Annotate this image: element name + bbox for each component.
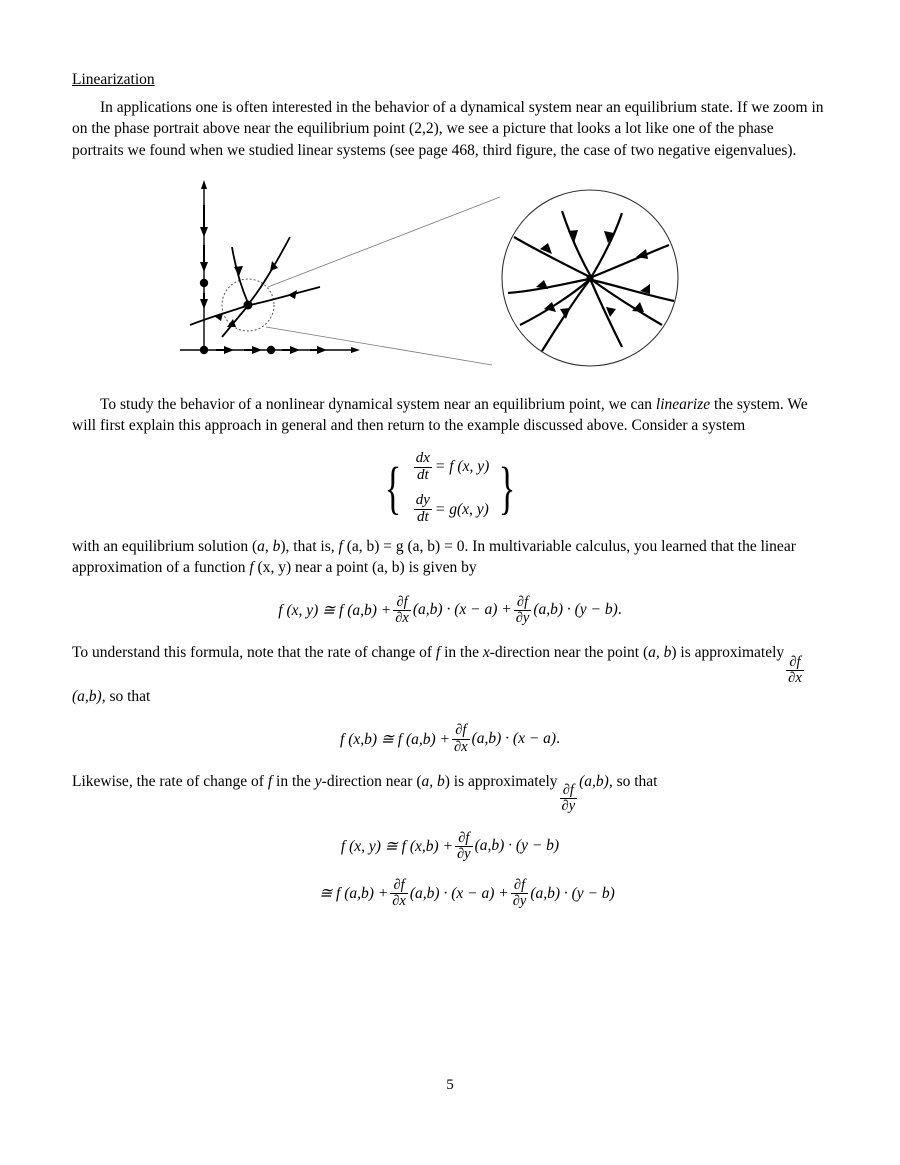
phase-portrait-figure (72, 175, 828, 380)
equation-linear-approximation (72, 595, 828, 626)
eq2-period: . (556, 730, 560, 748)
paragraph-equilibrium-g: (a, b) = g (a, b) = 0. In multivariable calculus, you learned that the linear approximation of a function (72, 537, 796, 577)
paragraph-rate-y-a: Likewise, the rate of change of (72, 772, 268, 790)
section-title (72, 70, 828, 91)
eq3-l2-pd2-num: ∂f (513, 877, 526, 894)
paragraph-equilibrium-e: ), that is, (280, 537, 339, 555)
equation-x-direction (72, 723, 828, 754)
paragraph-rate-y-e: , so that (608, 772, 658, 790)
inline-pd-num-2: ∂f (562, 782, 574, 799)
paragraph-intro (72, 97, 828, 161)
eq3-l1-rhs: (a,b) · (y − b) (474, 837, 560, 855)
eq3-l2-pd1-den: ∂x (392, 893, 406, 910)
inline-pd-num-1: ∂f (789, 653, 801, 670)
eq3-l2-pd2-den: ∂y (512, 893, 527, 910)
dx-numerator: dx (415, 449, 430, 466)
system-row-1 (411, 451, 490, 484)
paragraph-equilibrium-a: with an equilibrium solution ( (72, 537, 258, 555)
func-f-3: f (435, 643, 441, 661)
eq2-partial-x (452, 723, 470, 754)
equation-system (72, 451, 828, 526)
paragraph-linearize-b: the system. We will first explain this approach in general and then return to the example discussed above. Consider a system (72, 396, 808, 435)
eq1-partial-x (393, 595, 411, 626)
paragraph-equilibrium-i: (x, y) near a point (a, b) is given by (253, 559, 477, 577)
paragraph-rate-y-b: in the (272, 772, 315, 790)
eq3-l1-lhs: f (x, y) ≅ f (x,b) + (340, 837, 453, 855)
paragraph-linearize-italic: linearize (655, 396, 711, 414)
paragraph-rate-y (72, 771, 828, 815)
inline-pd-arg-2: (a,b) (579, 772, 609, 790)
func-f-1: f (338, 537, 343, 555)
paragraph-rate-x-c: -direction near the point ( (489, 643, 649, 661)
eq1-mid1: (a,b) · (x − a) + (412, 601, 512, 619)
inline-partial-f-x (786, 655, 804, 686)
func-f-4: f (267, 772, 273, 790)
var-a: a (257, 537, 265, 555)
paragraph-rate-x-b: in the (440, 643, 483, 661)
paragraph-rate-x (72, 642, 828, 707)
eq2-pd-den: ∂x (453, 738, 468, 755)
eq3-l2-mid: (a,b) · (x − a) + (409, 884, 509, 902)
eq1-mid2: (a,b) · (y − b) (533, 601, 618, 619)
eq3-l2-rhs: (a,b) · (y − b) (530, 884, 615, 902)
system-row-2 (411, 493, 490, 526)
equation-combined-line-1 (341, 831, 559, 862)
eq3-l2-partial-x (390, 878, 408, 909)
system-row-1-rhs: = f (x, y) (434, 458, 490, 476)
paragraph-rate-x-d: ) is approximately (671, 643, 785, 661)
paragraph-rate-y-d: ) is approximately (444, 772, 558, 790)
var-y-1: y (314, 772, 322, 790)
paragraph-rate-x-e: , so that (101, 687, 151, 705)
paragraph-equilibrium (72, 536, 828, 579)
inline-pd-arg-1: (a,b) (72, 687, 102, 705)
eq3-l2-pd1-num: ∂f (393, 877, 405, 894)
func-f-2: f (249, 559, 254, 577)
paragraph-linearize-a: To study the behavior of a nonlinear dynamical system near an equilibrium point, we can (100, 396, 656, 414)
eq3-l2-partial-y (511, 878, 529, 909)
system-row-2-rhs: = g(x, y) (434, 500, 489, 518)
eq1-lhs: f (x, y) ≅ f (a,b) + (278, 601, 392, 619)
brace-left: { (384, 455, 402, 521)
paragraph-rate-y-c: -direction near ( (321, 772, 422, 790)
dy-numerator: dy (415, 492, 430, 509)
eq2-pd-num: ∂f (455, 722, 467, 739)
var-ab-1: a, b (648, 643, 672, 661)
eq1-pd2-den: ∂y (515, 609, 530, 626)
paragraph-rate-x-a: To understand this formula, note that the rate of change of (72, 643, 436, 661)
equation-combined (72, 831, 828, 910)
dt-denominator-2: dt (414, 509, 432, 526)
eq1-partial-y (514, 595, 532, 626)
var-b: b (272, 537, 281, 555)
eq1-pd2-num: ∂f (516, 593, 529, 610)
dy-dt-fraction (413, 493, 433, 526)
eq1-pd1-num: ∂f (396, 593, 408, 610)
eq3-l1-pd-den: ∂y (457, 845, 471, 862)
page-number: 5 (446, 1077, 454, 1093)
inline-partial-f-y (560, 783, 578, 814)
paragraph-intro-text: In applications one is often interested in the behavior of a dynamical system near an equilibrium state. If we zoom in on the phase portrait above near the equilibrium point (2,2), we see a picture that looks a lot like one of the phase portraits we found when we studied linear systems (see page 468, third figure, the case of two negative eigenvalues). (72, 98, 824, 159)
paragraph-linearize (72, 394, 828, 437)
phase-portrait-svg (170, 175, 730, 380)
eq3-l1-partial-y (455, 831, 473, 862)
page-content (72, 70, 828, 926)
eq2-lhs: f (x,b) ≅ f (a,b) + (340, 730, 450, 748)
comma-1: , (264, 537, 273, 555)
eq1-pd1-den: ∂x (395, 609, 409, 626)
eq3-l1-pd-num: ∂f (458, 829, 470, 846)
eq2-rhs: (a,b) · (x − a) (471, 730, 557, 748)
var-x-1: x (482, 643, 490, 661)
eq3-l2-lhs: ≅ f (a,b) + (319, 885, 389, 903)
var-ab-2: a, b (421, 772, 445, 790)
section-title-text: Linearization (72, 71, 155, 88)
brace-right: } (498, 455, 516, 521)
dx-dt-fraction (413, 451, 433, 484)
inline-pd-den-1: ∂x (788, 669, 802, 686)
eq1-period: . (617, 601, 622, 619)
inline-pd-den-2: ∂y (561, 798, 576, 815)
dt-denominator: dt (414, 467, 432, 484)
equation-combined-line-2 (319, 878, 615, 909)
